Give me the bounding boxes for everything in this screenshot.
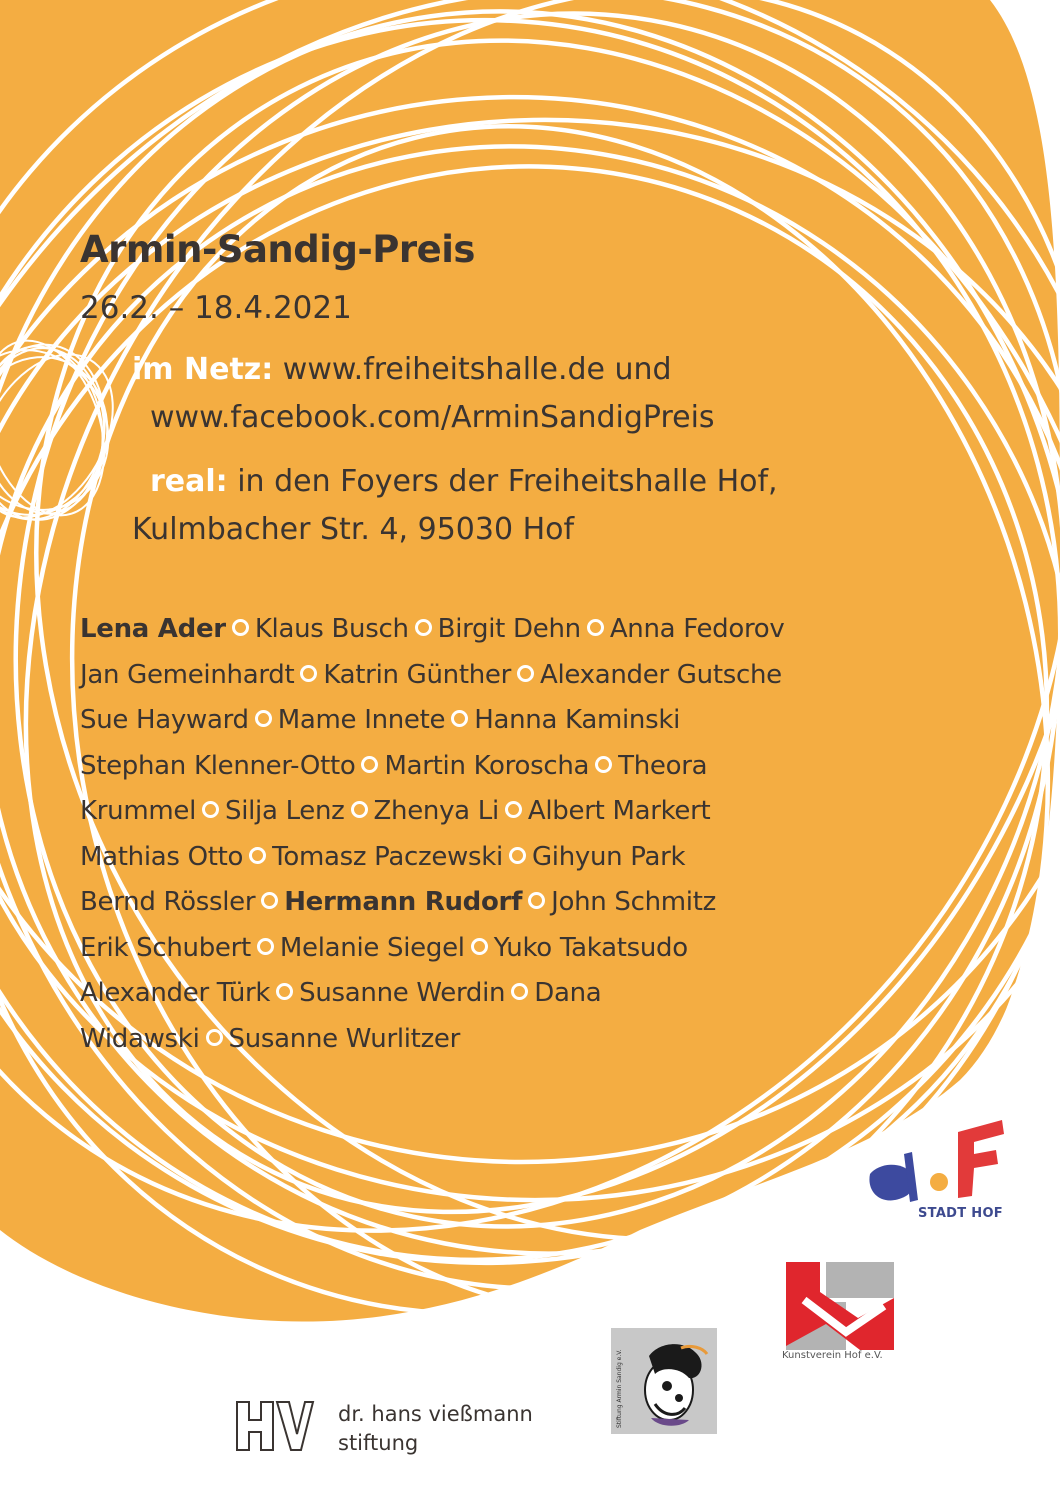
separator-dot-icon <box>511 983 528 1000</box>
real-line-1 <box>150 464 778 499</box>
artist-name: Bernd Rössler <box>80 887 256 917</box>
kunstverein-logo <box>786 1262 894 1350</box>
separator-dot-icon <box>528 892 545 909</box>
artist-name: Melanie Siegel <box>279 932 465 963</box>
separator-dot-icon <box>505 801 522 818</box>
separator-dot-icon <box>415 619 432 636</box>
sandig-vertical-label: Stiftung Armin Sandig e.V. <box>616 1349 623 1428</box>
artist-row <box>80 885 840 931</box>
online-label: im Netz: <box>132 352 274 387</box>
artist-row <box>80 612 840 658</box>
artist-name: Sue Hayward <box>80 705 249 735</box>
venue-address: Kulmbacher Str. 4, 95030 Hof <box>132 512 575 547</box>
artist-row <box>80 749 840 795</box>
artist-row <box>80 794 840 840</box>
artist-row <box>80 931 840 977</box>
viessmann-line-2: stiftung <box>338 1431 419 1455</box>
artist-row <box>80 658 840 704</box>
kunstverein-label: Kunstverein Hof e.V. <box>782 1350 883 1361</box>
artist-name: Tomasz Paczewski <box>272 841 503 872</box>
separator-dot-icon <box>361 756 378 773</box>
separator-dot-icon <box>351 801 368 818</box>
separator-dot-icon <box>451 710 468 727</box>
online-line-1 <box>132 352 672 387</box>
artist-name: Anna Fedorov <box>609 614 785 644</box>
separator-dot-icon <box>249 847 266 864</box>
real-line-2 <box>132 512 574 547</box>
artist-name: Erik Schubert <box>80 932 251 963</box>
artist-name: Alexander Türk <box>80 978 271 1008</box>
artist-name: Albert Markert <box>527 796 711 826</box>
artist-name: Widawski <box>80 1023 200 1054</box>
separator-dot-icon <box>255 710 272 727</box>
artist-name: John Schmitz <box>551 887 716 917</box>
artist-name: Zhenya Li <box>373 796 499 826</box>
separator-dot-icon <box>595 756 612 773</box>
exhibition-dates: 26.2. – 18.4.2021 <box>80 290 352 326</box>
artist-name: Susanne Werdin <box>299 978 506 1008</box>
artist-name: Stephan Klenner-Otto <box>80 750 356 781</box>
artist-name: Mathias Otto <box>80 841 244 872</box>
artist-row <box>80 703 840 749</box>
separator-dot-icon <box>202 801 219 818</box>
artist-name: Dana <box>534 978 602 1008</box>
artist-name: Gihyun Park <box>531 841 686 872</box>
separator-dot-icon <box>300 665 317 682</box>
artist-name: Lena Ader <box>80 614 226 644</box>
online-url-2[interactable]: www.facebook.com/ArminSandigPreis <box>150 400 715 435</box>
viessmann-label <box>338 1400 533 1458</box>
artist-name: Katrin Günther <box>323 659 511 690</box>
poster-title: Armin-Sandig-Preis <box>80 228 475 271</box>
artist-row <box>80 840 840 886</box>
separator-dot-icon <box>471 938 488 955</box>
artist-list <box>80 612 840 1067</box>
separator-dot-icon <box>276 983 293 1000</box>
separator-dot-icon <box>517 665 534 682</box>
artist-name: Hanna Kaminski <box>474 705 681 735</box>
separator-dot-icon <box>587 619 604 636</box>
online-url-1[interactable]: www.freiheitshalle.de und <box>282 352 672 387</box>
artist-name: Mame Innete <box>277 705 446 735</box>
artist-row <box>80 976 840 1022</box>
artist-name: Yuko Takatsudo <box>493 932 688 963</box>
venue-text: in den Foyers der Freiheitshalle Hof, <box>237 464 778 499</box>
separator-dot-icon <box>206 1029 223 1046</box>
separator-dot-icon <box>232 619 249 636</box>
separator-dot-icon <box>509 847 526 864</box>
artist-name: Jan Gemeinhardt <box>80 659 295 690</box>
artist-name: Birgit Dehn <box>437 614 581 644</box>
artist-name: Alexander Gutsche <box>540 659 782 690</box>
separator-dot-icon <box>257 938 274 955</box>
artist-name: Theora <box>618 750 708 781</box>
artist-name: Hermann Rudorf <box>284 887 523 917</box>
artist-name: Susanne Wurlitzer <box>228 1023 461 1054</box>
artist-row <box>80 1022 840 1068</box>
stadt-hof-label: STADT HOF <box>918 1206 1003 1221</box>
artist-name: Martin Koroscha <box>384 750 590 781</box>
artist-name: Krummel <box>80 796 196 826</box>
artist-name: Silja Lenz <box>225 796 345 826</box>
real-label: real: <box>150 464 228 499</box>
viessmann-line-1: dr. hans vießmann <box>338 1402 533 1426</box>
separator-dot-icon <box>261 892 278 909</box>
online-line-2 <box>150 400 715 435</box>
sandig-foundation-logo <box>611 1328 717 1434</box>
artist-name: Klaus Busch <box>254 614 409 644</box>
viessmann-logo <box>235 1400 315 1452</box>
